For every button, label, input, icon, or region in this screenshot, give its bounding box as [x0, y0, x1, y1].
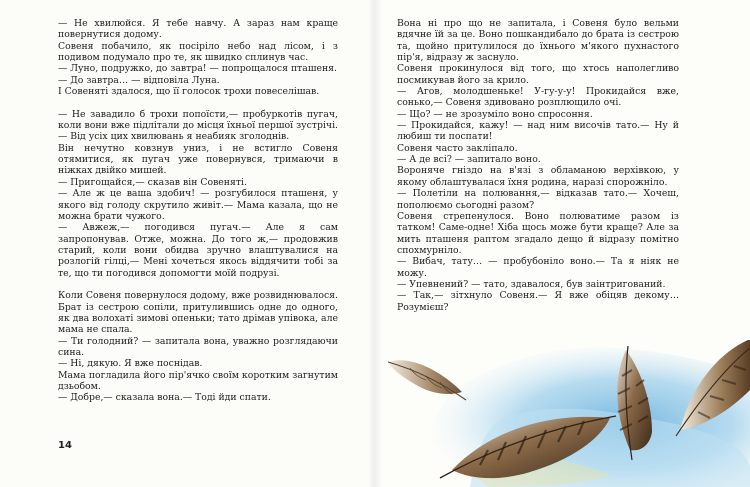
paragraph: Совеня прокинулося від того, що хтось наполегливо посмикував його за крило. [397, 63, 679, 86]
paragraph: Совеня часто закліпало. [397, 142, 518, 154]
paragraph: — А де всі? — запитало воно. [397, 154, 541, 166]
paragraph: Коли Совеня повернулося додому, вже розвиднювалося. Брат із сестрою сопіли, притулившись одне до одного, як два волохаті зимові опеньки; тато дрімав упівока, але мама не спала. [58, 290, 338, 336]
paragraph: Совеня побачило, як посіріло небо над лісом, і з подивом подумало про те, як швидко сплинув час. [58, 40, 338, 64]
paragraph: — Що? — не зрозуміло воно спросоння. [397, 108, 593, 120]
paragraph: — Пригощайся,— сказав він Совеняті. [58, 176, 247, 188]
paragraph: Вороняче гніздо на в'язі з обламаною верхівкою, у якому облаштувалася їхня родина, наразі спорожніло. [397, 165, 679, 188]
paragraph: — Прокидайся, кажу! — над ним височів тато.— Ну й любиш ти поспати! [397, 120, 679, 143]
paragraph: — Упевнений? — тато, здавалося, був заінтригований. [397, 278, 666, 290]
paragraph: — До завтра… — відповіла Луна. [58, 74, 220, 86]
paragraph-gap [58, 97, 338, 108]
paragraph: — Агов, молодшеньке! У-гу-у-у! Прокидайся вже, сонько,— Совеня здивовано розплющило очі. [397, 86, 679, 109]
paragraph: Совеня стрепенулося. Воно полюватиме разом із татком! Саме-одне! Хіба щось може бути краще? Але за мить пташеня раптом згадало дещо й відразу помітно спохмурніло. [397, 210, 679, 256]
paragraph: — Авжеж,— погодився пугач.— Але я сам запропонував. Отже, можна. До того ж,— продовжив старий, коли вони обидва зручно влаштувалися на розлогій гілці,— Мені хочеться якось віддячити тобі за те, що ти погодився допомогти моїй подрузі. [58, 222, 338, 279]
paragraph: — Не завадило б трохи попоїсти,— пробуркотів пугач, коли вони вже підлітали до місця їхньої першої зустрічі.— Від усіх цих хвилювань я неабияк зголоднів. [58, 108, 338, 143]
page-number: 14 [58, 440, 72, 451]
paragraph: І Совеняті здалося, що її голосок трохи повеселішав. [58, 86, 320, 98]
paragraph: — Вибач, тату… — пробубоніло воно.— Та я ніяк не можу. [397, 256, 679, 279]
paragraph: — Луно, подружко, до завтра! — попрощалося пташеня. [58, 63, 337, 75]
paragraph: Мама погладила його пір'ячко своїм коротким загнутим дзьобом. [58, 369, 338, 392]
paragraph: — Ти голодний? — запитала вона, уважно розглядаючи сина. [58, 335, 338, 358]
paragraph: Вона ні про що не запитала, і Совеня було вельми вдячне їй за це. Воно пошкандибало до брата із сестрою та, щойно притулилося до їхнього м'якого пухнастого пір'я, відразу ж заснуло. [397, 18, 679, 64]
paragraph: — Але ж це ваша здобич! — розгубилося пташеня, у якого від голоду скрутило живіт.— Мама казала, що не можна брати чужого. [58, 188, 338, 222]
paragraph-gap [58, 279, 338, 290]
paragraph: — Полетіли на полювання,— відказав тато.— Хочеш, пополюємо сьогодні разом? [397, 188, 679, 211]
paragraph: — Ні, дякую. Я вже поснідав. [58, 358, 203, 370]
paragraph: — Не хвилюйся. Я тебе навчу. А зараз нам краще повернутися додому. [58, 18, 338, 41]
paragraph: Він нечутно ковзнув униз, і не встигло Совеня отямитися, як пугач уже повернувся, тримаючи в ніжках двійко мишей. [58, 142, 338, 177]
paragraph: — Так,— зітхнуло Совеня.— Я вже обіцяв декому… Розумієш? [397, 290, 679, 313]
right-text-column [397, 18, 679, 313]
left-text-column [58, 18, 338, 404]
feathers-illustration [380, 300, 750, 487]
paragraph: — Добре,— сказала вона.— Тоді йди спати. [58, 392, 271, 404]
